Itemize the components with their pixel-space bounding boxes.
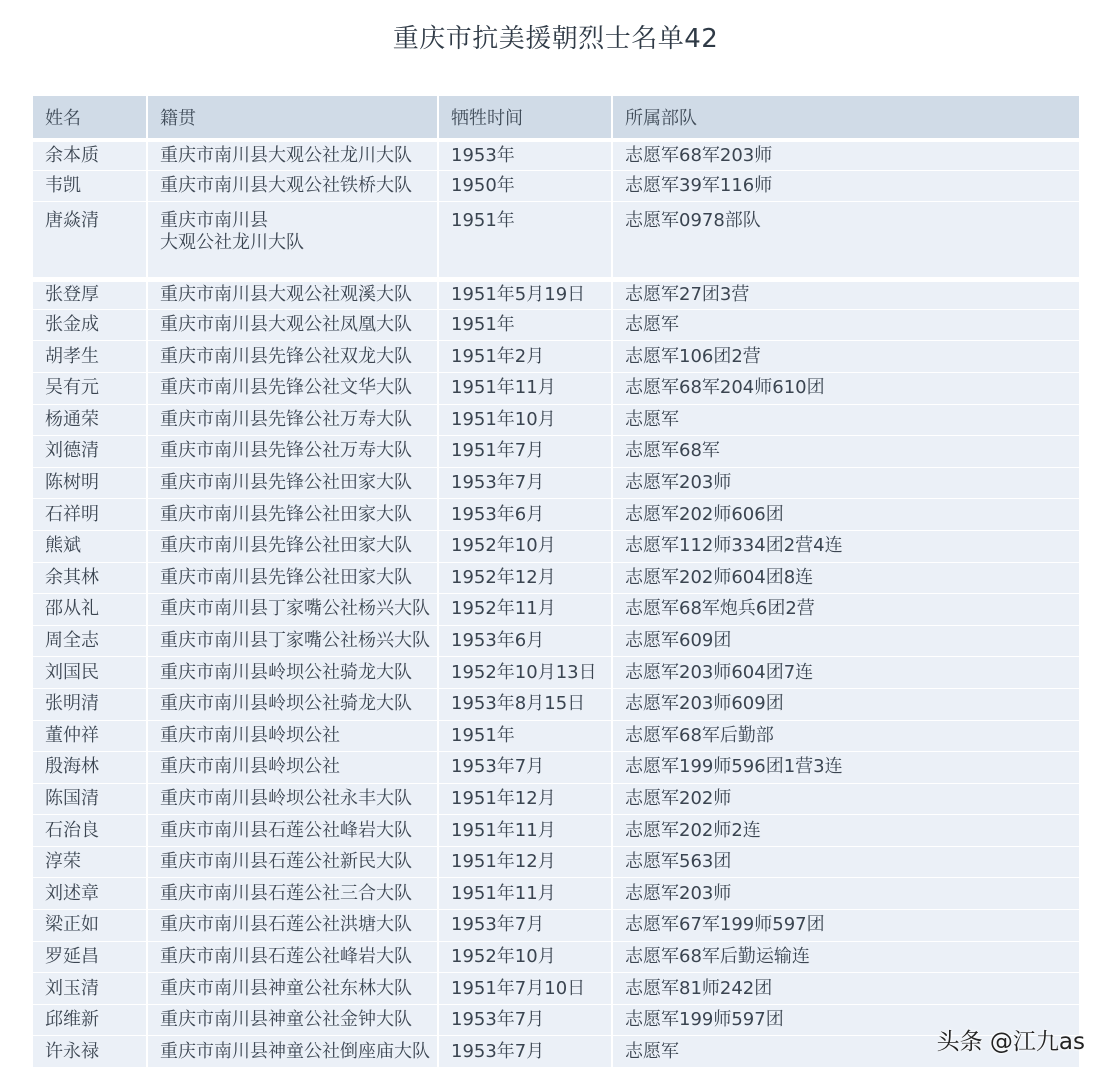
cell-date: 1952年10月 — [439, 941, 613, 973]
cell-hometown: 重庆市南川县岭坝公社永丰大队 — [148, 783, 439, 815]
table-row — [33, 941, 1079, 973]
cell-date: 1953年6月 — [439, 498, 613, 530]
table-row — [33, 909, 1079, 941]
table-row — [33, 201, 1079, 277]
cell-date: 1951年 — [439, 720, 613, 752]
cell-hometown: 重庆市南川县丁家嘴公社杨兴大队 — [148, 593, 439, 625]
cell-unit: 志愿军203师 — [613, 467, 1079, 499]
table-row — [33, 372, 1079, 404]
cell-unit: 志愿军68军203师 — [613, 138, 1079, 170]
cell-date: 1951年7月10日 — [439, 972, 613, 1004]
cell-name: 张明清 — [33, 688, 148, 720]
cell-name: 石治良 — [33, 814, 148, 846]
cell-date: 1951年11月 — [439, 814, 613, 846]
cell-unit: 志愿军 — [613, 309, 1079, 341]
table-row — [33, 309, 1079, 341]
cell-unit: 志愿军106团2营 — [613, 340, 1079, 372]
table-row — [33, 656, 1079, 688]
cell-name: 杨通荣 — [33, 404, 148, 436]
cell-date: 1951年5月19日 — [439, 277, 613, 309]
cell-unit: 志愿军199师596团1营3连 — [613, 751, 1079, 783]
cell-hometown: 重庆市南川县先锋公社田家大队 — [148, 467, 439, 499]
cell-date: 1950年 — [439, 170, 613, 202]
cell-unit: 志愿军202师 — [613, 783, 1079, 815]
cell-hometown-line: 大观公社龙川大队 — [160, 232, 304, 254]
cell-name: 余其林 — [33, 562, 148, 594]
cell-name: 邱维新 — [33, 1004, 148, 1036]
cell-name: 刘玉清 — [33, 972, 148, 1004]
cell-unit: 志愿军68军炮兵6团2营 — [613, 593, 1079, 625]
table-row — [33, 593, 1079, 625]
cell-unit: 志愿军112师334团2营4连 — [613, 530, 1079, 562]
cell-unit: 志愿军203师604团7连 — [613, 656, 1079, 688]
cell-unit: 志愿军202师2连 — [613, 814, 1079, 846]
cell-date: 1953年8月15日 — [439, 688, 613, 720]
cell-hometown: 重庆市南川县先锋公社田家大队 — [148, 562, 439, 594]
cell-name: 吴有元 — [33, 372, 148, 404]
cell-date: 1952年10月 — [439, 530, 613, 562]
cell-name: 殷海林 — [33, 751, 148, 783]
table-row — [33, 138, 1079, 170]
cell-hometown: 重庆市南川县大观公社凤凰大队 — [148, 309, 439, 341]
table-row — [33, 783, 1079, 815]
cell-unit: 志愿军68军后勤运输连 — [613, 941, 1079, 973]
column-header-unit: 所属部队 — [613, 96, 1079, 138]
table-row — [33, 1004, 1079, 1036]
cell-hometown: 重庆市南川县先锋公社万寿大队 — [148, 435, 439, 467]
column-header-hometown: 籍贯 — [148, 96, 439, 138]
table-row — [33, 877, 1079, 909]
cell-unit: 志愿军202师604团8连 — [613, 562, 1079, 594]
cell-name: 陈国清 — [33, 783, 148, 815]
cell-hometown: 重庆市南川县神童公社东林大队 — [148, 972, 439, 1004]
cell-hometown: 重庆市南川县岭坝公社 — [148, 751, 439, 783]
cell-hometown: 重庆市南川县丁家嘴公社杨兴大队 — [148, 625, 439, 657]
cell-name: 张金成 — [33, 309, 148, 341]
cell-name: 胡孝生 — [33, 340, 148, 372]
cell-hometown-line: 重庆市南川县 — [160, 210, 268, 232]
cell-date: 1951年2月 — [439, 340, 613, 372]
cell-unit: 志愿军0978部队 — [613, 201, 1079, 277]
cell-unit: 志愿军68军204师610团 — [613, 372, 1079, 404]
cell-name: 淳荣 — [33, 846, 148, 878]
cell-hometown: 重庆市南川县石莲公社三合大队 — [148, 877, 439, 909]
cell-date: 1953年7月 — [439, 751, 613, 783]
table-row — [33, 530, 1079, 562]
cell-hometown: 重庆市南川县先锋公社双龙大队 — [148, 340, 439, 372]
cell-date: 1951年12月 — [439, 783, 613, 815]
cell-hometown: 重庆市南川县先锋公社田家大队 — [148, 530, 439, 562]
cell-unit: 志愿军27团3营 — [613, 277, 1079, 309]
table-row — [33, 340, 1079, 372]
cell-hometown: 重庆市南川县石莲公社新民大队 — [148, 846, 439, 878]
cell-name: 周全志 — [33, 625, 148, 657]
cell-unit: 志愿军68军后勤部 — [613, 720, 1079, 752]
table-row — [33, 688, 1079, 720]
cell-unit: 志愿军203师609团 — [613, 688, 1079, 720]
table-row — [33, 625, 1079, 657]
cell-name: 韦凯 — [33, 170, 148, 202]
martyrs-table — [33, 96, 1079, 1067]
cell-hometown: 重庆市南川县石莲公社峰岩大队 — [148, 941, 439, 973]
cell-hometown: 重庆市南川县岭坝公社骑龙大队 — [148, 656, 439, 688]
cell-hometown: 重庆市南川县大观公社观溪大队 — [148, 277, 439, 309]
table-row — [33, 435, 1079, 467]
page-title: 重庆市抗美援朝烈士名单42 — [392, 24, 719, 54]
table-row — [33, 404, 1079, 436]
cell-unit: 志愿军81师242团 — [613, 972, 1079, 1004]
cell-unit: 志愿军68军 — [613, 435, 1079, 467]
cell-date: 1951年11月 — [439, 372, 613, 404]
cell-date: 1951年 — [439, 201, 613, 277]
cell-date: 1951年7月 — [439, 435, 613, 467]
table-row — [33, 498, 1079, 530]
cell-hometown: 重庆市南川县岭坝公社骑龙大队 — [148, 688, 439, 720]
table-row — [33, 972, 1079, 1004]
cell-unit: 志愿军 — [613, 1035, 1079, 1067]
watermark: 头条 @江九as — [936, 1029, 1085, 1055]
table-row — [33, 467, 1079, 499]
cell-unit: 志愿军202师606团 — [613, 498, 1079, 530]
table-row — [33, 1035, 1079, 1067]
table-row — [33, 751, 1079, 783]
table-row — [33, 720, 1079, 752]
cell-hometown: 重庆市南川县先锋公社文华大队 — [148, 372, 439, 404]
cell-hometown: 重庆市南川县大观公社龙川大队 — [148, 138, 439, 170]
cell-name: 董仲祥 — [33, 720, 148, 752]
cell-date: 1953年7月 — [439, 909, 613, 941]
cell-hometown: 重庆市南川县大观公社铁桥大队 — [148, 170, 439, 202]
cell-hometown: 重庆市南川县神童公社金钟大队 — [148, 1004, 439, 1036]
table-row — [33, 562, 1079, 594]
cell-name: 许永禄 — [33, 1035, 148, 1067]
cell-name: 罗延昌 — [33, 941, 148, 973]
table-row — [33, 170, 1079, 202]
cell-name: 石祥明 — [33, 498, 148, 530]
cell-date: 1953年7月 — [439, 1035, 613, 1067]
table-header — [33, 96, 1079, 138]
cell-date: 1953年7月 — [439, 1004, 613, 1036]
cell-date: 1951年10月 — [439, 404, 613, 436]
cell-date: 1953年7月 — [439, 467, 613, 499]
cell-date: 1951年 — [439, 309, 613, 341]
cell-unit: 志愿军 — [613, 404, 1079, 436]
cell-name: 陈树明 — [33, 467, 148, 499]
cell-date: 1952年10月13日 — [439, 656, 613, 688]
cell-hometown: 重庆市南川县石莲公社洪塘大队 — [148, 909, 439, 941]
cell-unit: 志愿军609团 — [613, 625, 1079, 657]
cell-hometown: 重庆市南川县岭坝公社 — [148, 720, 439, 752]
cell-date: 1952年11月 — [439, 593, 613, 625]
cell-name: 余本质 — [33, 138, 148, 170]
cell-unit: 志愿军67军199师597团 — [613, 909, 1079, 941]
cell-name: 刘德清 — [33, 435, 148, 467]
cell-name: 张登厚 — [33, 277, 148, 309]
cell-date: 1951年12月 — [439, 846, 613, 878]
martyrs-table-container — [33, 96, 1079, 1067]
cell-name: 邵从礼 — [33, 593, 148, 625]
cell-date: 1952年12月 — [439, 562, 613, 594]
column-header-name: 姓名 — [33, 96, 148, 138]
cell-name: 熊斌 — [33, 530, 148, 562]
cell-unit: 志愿军563团 — [613, 846, 1079, 878]
cell-hometown: 重庆市南川县石莲公社峰岩大队 — [148, 814, 439, 846]
table-row — [33, 814, 1079, 846]
cell-unit: 志愿军203师 — [613, 877, 1079, 909]
cell-date: 1953年 — [439, 138, 613, 170]
cell-unit: 志愿军39军116师 — [613, 170, 1079, 202]
cell-date: 1951年11月 — [439, 877, 613, 909]
column-header-date: 牺牲时间 — [439, 96, 613, 138]
cell-date: 1953年6月 — [439, 625, 613, 657]
table-row — [33, 846, 1079, 878]
cell-hometown: 重庆市南川县先锋公社万寿大队 — [148, 404, 439, 436]
cell-name: 唐焱清 — [33, 201, 148, 277]
cell-unit: 志愿军199师597团 — [613, 1004, 1079, 1036]
cell-name: 刘述章 — [33, 877, 148, 909]
cell-hometown — [148, 201, 439, 277]
cell-name: 梁正如 — [33, 909, 148, 941]
cell-name: 刘国民 — [33, 656, 148, 688]
table-body — [33, 138, 1079, 1067]
cell-hometown: 重庆市南川县神童公社倒座庙大队 — [148, 1035, 439, 1067]
cell-hometown: 重庆市南川县先锋公社田家大队 — [148, 498, 439, 530]
table-row — [33, 277, 1079, 309]
